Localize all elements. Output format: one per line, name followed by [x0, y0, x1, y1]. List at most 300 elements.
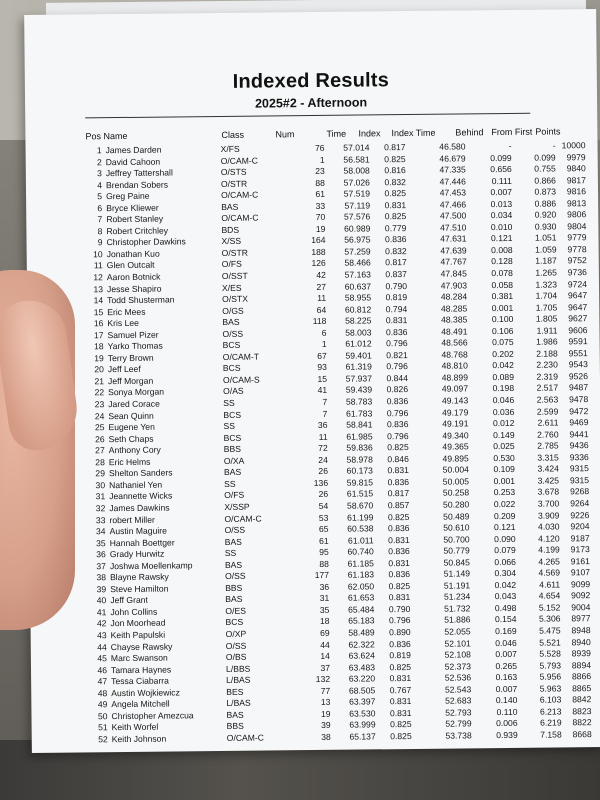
cell-behind: 0.106 — [491, 325, 514, 336]
cell-index: 0.831 — [387, 465, 409, 476]
cell-class: O/SS — [222, 328, 244, 339]
cell-num: 19 — [320, 708, 331, 719]
cell-pos: 47 — [97, 676, 108, 687]
cell-time: 60.740 — [347, 546, 374, 557]
cell-class: BCS — [223, 409, 242, 420]
cell-behind: 0.006 — [496, 718, 518, 729]
cell-class: X/SSP — [224, 501, 250, 512]
cell-class: BCS — [222, 340, 241, 351]
cell-num: 65 — [318, 523, 329, 535]
cell-name: James Dawkins — [109, 502, 170, 514]
cell-from-first: 2.611 — [537, 417, 559, 428]
cell-from-first: 0.099 — [534, 152, 556, 163]
cell-pos: 5 — [97, 191, 103, 202]
cell-time: 61.012 — [345, 338, 372, 349]
cell-pos: 34 — [95, 526, 106, 537]
cell-name: Nathaniel Yen — [109, 479, 163, 491]
cell-time: 57.119 — [344, 200, 371, 211]
cell-class: SS — [223, 397, 235, 408]
cell-num: 11 — [317, 292, 327, 304]
cell-behind: 0.078 — [491, 267, 513, 279]
cell-time: 60.173 — [346, 465, 373, 476]
cell-pos: 4 — [97, 179, 102, 190]
cell-from-first: 3.700 — [537, 498, 560, 509]
cell-behind: 0.058 — [491, 279, 514, 290]
page-subtitle: 2025#2 - Afternoon — [254, 95, 368, 111]
cell-from-first: 0.755 — [534, 163, 556, 174]
cell-points: 9472 — [569, 405, 589, 416]
cell-index: 0.832 — [384, 176, 406, 187]
cell-points: 8822 — [572, 717, 592, 728]
cell-index-time: 50.489 — [443, 510, 470, 522]
cell-behind: 0.100 — [491, 314, 514, 325]
cell-index-time: 47.767 — [440, 256, 467, 268]
cell-points: 9647 — [567, 290, 588, 301]
cell-pos: 33 — [95, 514, 106, 525]
cell-pos: 17 — [93, 329, 104, 341]
title-divider — [85, 113, 530, 119]
cell-index: 0.767 — [389, 684, 412, 695]
cell-index: 0.836 — [389, 638, 411, 649]
cell-num: 7 — [322, 408, 328, 419]
cell-behind: 0.036 — [492, 406, 515, 417]
cell-pos: 3 — [96, 168, 102, 179]
cell-name: Anthony Cory — [108, 444, 161, 456]
cell-points: 9441 — [569, 428, 589, 439]
cell-pos: 31 — [95, 491, 106, 502]
cell-index-time: 49.143 — [441, 395, 469, 406]
cell-pos: 24 — [94, 410, 105, 421]
cell-index: 0.836 — [385, 326, 408, 337]
cell-points: 9736 — [567, 267, 587, 278]
cell-points: 9187 — [570, 532, 590, 543]
cell-from-first: 2.760 — [537, 429, 559, 440]
cell-points: 9526 — [568, 371, 589, 382]
cell-points: 10000 — [561, 140, 586, 151]
cell-points: 9724 — [567, 278, 588, 289]
cell-index: 0.831 — [385, 315, 408, 326]
cell-index: 0.825 — [389, 661, 412, 672]
cell-index-time: 52.543 — [444, 684, 472, 695]
cell-index-time: 48.284 — [440, 291, 468, 302]
cell-from-first: 5.963 — [539, 683, 562, 694]
cell-behind: 0.121 — [493, 521, 516, 533]
cell-from-first: 1.187 — [535, 255, 557, 267]
cell-index: 0.825 — [384, 153, 406, 164]
cell-class: O/CAM-C — [224, 513, 262, 524]
cell-behind: 0.008 — [491, 244, 513, 256]
cell-time: 56.975 — [344, 234, 371, 246]
cell-pos: 38 — [96, 572, 107, 583]
cell-time: 58.466 — [344, 257, 371, 269]
cell-index: 0.844 — [386, 372, 409, 384]
cell-pos: 40 — [96, 595, 107, 606]
cell-class: L/BBS — [225, 663, 251, 674]
column-header-index: Index — [358, 128, 381, 139]
cell-name: John Collins — [110, 606, 158, 618]
cell-index-time: 50.258 — [442, 487, 470, 499]
cell-class: L/BAS — [226, 674, 251, 686]
cell-time: 62.050 — [347, 581, 375, 592]
cell-behind: 0.253 — [493, 487, 516, 498]
cell-name: Marc Swanson — [110, 652, 168, 664]
cell-from-first: 1.059 — [535, 244, 557, 255]
cell-name: Todd Shusterman — [107, 294, 175, 306]
cell-pos: 42 — [96, 618, 107, 629]
cell-num: 177 — [314, 570, 330, 581]
cell-points: 9840 — [566, 163, 586, 174]
cell-points: 8668 — [572, 729, 592, 740]
cell-behind: 0.110 — [496, 706, 518, 717]
cell-behind: 0.265 — [495, 660, 518, 671]
cell-pos: 27 — [95, 445, 105, 456]
cell-index-time: 47.903 — [440, 279, 468, 291]
cell-class: X/ES — [221, 282, 242, 293]
cell-points: 9478 — [569, 394, 589, 405]
cell-num: 35 — [319, 604, 330, 615]
cell-time: 61.985 — [346, 431, 373, 442]
cell-behind: 0.042 — [494, 579, 517, 590]
cell-pos: 6 — [97, 202, 103, 213]
cell-time: 63.220 — [348, 673, 376, 684]
cell-index: 0.890 — [389, 626, 411, 638]
cell-index: 0.796 — [388, 615, 411, 626]
cell-num: 14 — [320, 650, 330, 662]
cell-behind: 0.079 — [494, 545, 516, 556]
cell-pos: 8 — [97, 226, 103, 237]
cell-name: Austin Maguire — [109, 525, 167, 537]
column-header-time: Time — [326, 128, 347, 139]
cell-behind: 0.140 — [495, 695, 518, 706]
cell-index: 0.825 — [390, 730, 412, 742]
cell-index: 0.825 — [390, 719, 412, 730]
cell-num: 54 — [318, 500, 329, 511]
cell-index-time: 48.768 — [441, 349, 468, 360]
cell-index: 0.790 — [388, 603, 411, 615]
cell-name: Tamara Haynes — [110, 664, 172, 675]
cell-index: 0.836 — [388, 569, 411, 580]
column-header-pos-name: Pos Name — [85, 130, 128, 142]
cell-index: 0.796 — [386, 338, 408, 349]
cell-index-time: 52.536 — [444, 672, 472, 683]
cell-time: 58.008 — [343, 165, 370, 176]
cell-pos: 50 — [97, 710, 108, 722]
cell-behind: 0.656 — [490, 164, 512, 175]
cell-num: 64 — [316, 304, 327, 315]
cell-behind: 0.010 — [490, 221, 513, 232]
cell-time: 58.978 — [346, 454, 373, 465]
cell-index-time: 47.631 — [440, 233, 467, 245]
cell-name: Jeffrey Tattershall — [105, 167, 173, 179]
cell-points: 9268 — [569, 486, 590, 497]
cell-index: 0.857 — [387, 499, 410, 511]
cell-from-first: 6.213 — [539, 706, 562, 717]
cell-behind: 0.169 — [495, 625, 517, 637]
cell-name: Jeff Morgan — [107, 375, 154, 387]
cell-index: 0.796 — [387, 430, 409, 441]
cell-points: 9806 — [567, 209, 587, 220]
cell-time: 58.955 — [344, 292, 372, 303]
cell-class: O/XP — [225, 628, 247, 639]
cell-pos: 41 — [96, 607, 107, 618]
column-header-index-time: Index Time — [391, 127, 436, 139]
cell-time: 56.581 — [343, 153, 370, 165]
cell-from-first: 0.866 — [534, 175, 556, 186]
cell-pos: 35 — [96, 537, 106, 548]
cell-points: 8939 — [571, 648, 591, 659]
cell-behind: 0.109 — [493, 464, 515, 475]
cell-index: 0.846 — [387, 453, 409, 465]
cell-index: 0.831 — [389, 673, 412, 684]
cell-index: 0.819 — [385, 292, 408, 303]
cell-from-first: 2.517 — [536, 382, 559, 394]
cell-time: 59.836 — [346, 442, 373, 453]
cell-class: X/SS — [221, 236, 242, 247]
cell-index: 0.825 — [387, 511, 410, 522]
cell-name: Eric Helms — [108, 456, 151, 467]
cell-pos: 43 — [97, 630, 107, 641]
cell-num: 36 — [319, 581, 330, 592]
cell-num: 118 — [312, 316, 327, 327]
cell-index: 0.817 — [387, 488, 410, 499]
cell-num: 42 — [316, 269, 326, 280]
cell-index: 0.831 — [389, 696, 412, 707]
cell-index: 0.825 — [387, 442, 409, 453]
cell-name: Robert Critchley — [106, 225, 169, 236]
cell-num: 13 — [320, 697, 331, 708]
cell-from-first: 1.265 — [535, 267, 557, 278]
cell-points: 9336 — [569, 451, 589, 463]
cell-points: 9606 — [568, 324, 588, 336]
cell-points: 9092 — [571, 590, 591, 601]
cell-class: BAS — [222, 316, 240, 328]
cell-num: 88 — [315, 177, 325, 188]
cell-num: 72 — [318, 443, 328, 454]
cell-from-first: 1.323 — [535, 279, 558, 290]
cell-from-first: 1.705 — [535, 302, 558, 313]
cell-index-time: 51.191 — [443, 580, 471, 591]
cell-pos: 7 — [97, 214, 103, 225]
cell-index-time: 50.700 — [443, 533, 470, 545]
cell-num: 31 — [319, 593, 330, 604]
cell-points: 8948 — [571, 625, 591, 636]
cell-behind: 0.163 — [495, 672, 518, 683]
cell-points: 9543 — [568, 359, 588, 370]
cell-name: Blayne Rawsky — [109, 571, 169, 583]
cell-points: 9226 — [570, 509, 590, 520]
cell-num: 27 — [316, 281, 327, 292]
cell-behind: 0.013 — [490, 198, 513, 209]
cell-from-first: 7.158 — [540, 729, 562, 740]
cell-from-first: - — [552, 140, 556, 151]
cell-index: 0.836 — [387, 523, 410, 534]
cell-from-first: 2.599 — [536, 406, 559, 417]
cell-pos: 48 — [97, 687, 108, 698]
cell-index-time: 52.055 — [444, 626, 471, 637]
cell-num: 7 — [322, 396, 328, 407]
cell-name: David Cahoon — [105, 156, 161, 167]
cell-from-first: 5.793 — [539, 660, 562, 671]
cell-time: 61.319 — [345, 361, 372, 373]
cell-time: 63.483 — [348, 661, 376, 673]
cell-name: Sonya Morgan — [108, 387, 165, 398]
cell-num: 24 — [318, 454, 328, 465]
cell-name: robert Miller — [109, 514, 155, 525]
cell-class: BBS — [226, 721, 244, 732]
cell-pos: 37 — [96, 560, 106, 571]
cell-name: Steve Hamilton — [110, 583, 169, 594]
cell-name: Brendan Sobers — [105, 179, 169, 190]
cell-pos: 36 — [96, 549, 106, 560]
cell-index-time: 47.466 — [439, 199, 467, 210]
cell-num: 61 — [315, 189, 326, 200]
cell-class: O/STR — [220, 178, 248, 189]
cell-index-time: 49.191 — [442, 418, 469, 429]
cell-class: BAS — [224, 536, 242, 547]
cell-points: 8940 — [571, 636, 591, 647]
cell-class: O/CAM-C — [221, 212, 259, 224]
cell-points: 9004 — [571, 601, 591, 613]
cell-points: 9813 — [566, 197, 587, 209]
cell-num: 38 — [321, 731, 331, 742]
cell-index-time: 47.335 — [439, 164, 466, 175]
cell-index: 0.836 — [384, 234, 407, 245]
cell-index-time: 49.179 — [441, 406, 469, 418]
cell-index-time: 47.500 — [439, 210, 467, 221]
cell-index-time: 49.340 — [442, 430, 469, 441]
cell-index-time: 47.639 — [440, 245, 467, 256]
cell-index: 0.817 — [385, 257, 407, 268]
cell-class: O/FS — [221, 259, 242, 270]
cell-index-time: 48.566 — [441, 337, 468, 348]
cell-time: 58.003 — [345, 327, 372, 338]
cell-class: O/SS — [224, 570, 246, 582]
column-header-from-first: From First — [491, 126, 533, 138]
cell-time: 60.812 — [344, 304, 372, 315]
results-table — [26, 140, 600, 746]
cell-time: 65.183 — [348, 615, 375, 627]
cell-behind: 0.043 — [494, 591, 517, 602]
cell-points: 8894 — [571, 659, 592, 670]
cell-index: 0.836 — [386, 419, 409, 430]
cell-index: 0.831 — [389, 707, 412, 719]
cell-name: Jeff Grant — [110, 595, 148, 606]
cell-name: Chayse Rawsky — [110, 641, 173, 652]
cell-index: 0.825 — [388, 580, 411, 592]
cell-class: BDS — [221, 224, 240, 235]
cell-from-first: 1.986 — [536, 336, 558, 347]
cell-time: 58.225 — [345, 315, 372, 326]
cell-class: O/CAM-C — [220, 155, 258, 166]
cell-time: 63.397 — [349, 696, 376, 707]
cell-name: Keith Johnson — [111, 733, 167, 745]
cell-index: 0.819 — [389, 650, 411, 661]
cell-num: 88 — [319, 558, 329, 569]
cell-name: Jared Corace — [108, 398, 160, 410]
cell-index-time: 47.446 — [439, 176, 466, 187]
cell-index: 0.836 — [388, 546, 410, 557]
cell-index-time: 49.895 — [442, 453, 469, 464]
cell-class: BAS — [221, 201, 239, 212]
cell-name: Jonathan Kuo — [106, 248, 160, 260]
cell-behind: 0.198 — [492, 383, 515, 394]
cell-name: Sean Quinn — [108, 410, 154, 421]
cell-class: O/FS — [224, 490, 245, 501]
cell-points: 9816 — [566, 186, 587, 197]
cell-pos: 44 — [97, 641, 107, 652]
cell-class: SS — [223, 420, 235, 432]
cell-from-first: 1.704 — [535, 290, 558, 301]
cell-points: 9779 — [567, 232, 587, 243]
cell-behind: 0.149 — [493, 429, 515, 440]
column-header-points: Points — [535, 126, 561, 137]
cell-index: 0.821 — [386, 349, 408, 361]
cell-from-first: 0.873 — [534, 186, 557, 197]
cell-name: Seth Chaps — [108, 433, 154, 444]
cell-name: Joshwa Moellenkamp — [109, 559, 193, 571]
cell-index-time: 47.845 — [440, 268, 467, 279]
cell-name: Angela Mitchell — [111, 698, 170, 710]
cell-num: 69 — [320, 627, 330, 638]
cell-index: 0.831 — [388, 557, 410, 568]
cell-pos: 39 — [96, 583, 107, 595]
cell-behind: 0.012 — [492, 418, 515, 429]
cell-name: James Darden — [105, 144, 162, 156]
cell-name: Samuel Pizer — [107, 329, 159, 340]
cell-points: 9315 — [569, 474, 590, 486]
cell-num: 26 — [318, 466, 328, 477]
cell-class: BCS — [223, 432, 242, 443]
cell-name: Yarko Thomas — [107, 340, 163, 352]
cell-points: 9469 — [569, 417, 589, 428]
cell-index: 0.825 — [384, 211, 407, 222]
cell-name: Hannah Boettger — [109, 537, 175, 548]
cell-points: 9752 — [567, 255, 587, 266]
cell-num: 26 — [318, 489, 329, 500]
cell-from-first: 4.199 — [538, 544, 560, 555]
cell-num: 70 — [315, 212, 326, 223]
cell-time: 65.137 — [349, 731, 376, 742]
cell-time: 65.484 — [348, 604, 375, 615]
cell-num: 37 — [320, 662, 331, 673]
cell-points: 9817 — [566, 174, 586, 185]
cell-index-time: 48.810 — [441, 360, 468, 372]
cell-num: 164 — [311, 235, 326, 246]
cell-from-first: 4.265 — [538, 556, 560, 567]
cell-behind: 0.202 — [492, 348, 514, 359]
cell-class: BBS — [223, 443, 241, 455]
cell-index-time: 52.799 — [445, 718, 472, 729]
cell-behind: 0.121 — [490, 233, 513, 244]
cell-points: 8823 — [572, 705, 592, 717]
cell-index-time: 50.004 — [442, 464, 469, 475]
cell-pos: 25 — [94, 422, 105, 433]
cell-index-time: 53.738 — [445, 730, 472, 741]
cell-index-time: 50.005 — [442, 476, 470, 487]
cell-behind: 0.007 — [490, 187, 513, 198]
cell-num: 15 — [317, 373, 328, 384]
cell-class: BCS — [222, 363, 241, 374]
cell-class: O/CAM-C — [226, 732, 265, 743]
cell-time: 59.815 — [346, 477, 374, 488]
cell-points: 8842 — [572, 694, 592, 705]
cell-time: 57.014 — [343, 142, 370, 153]
cell-from-first: 1.911 — [536, 325, 558, 336]
cell-time: 58.783 — [345, 396, 373, 407]
cell-behind: 0.111 — [491, 175, 512, 186]
cell-index-time: 51.234 — [443, 591, 471, 602]
cell-num: 23 — [315, 165, 325, 177]
